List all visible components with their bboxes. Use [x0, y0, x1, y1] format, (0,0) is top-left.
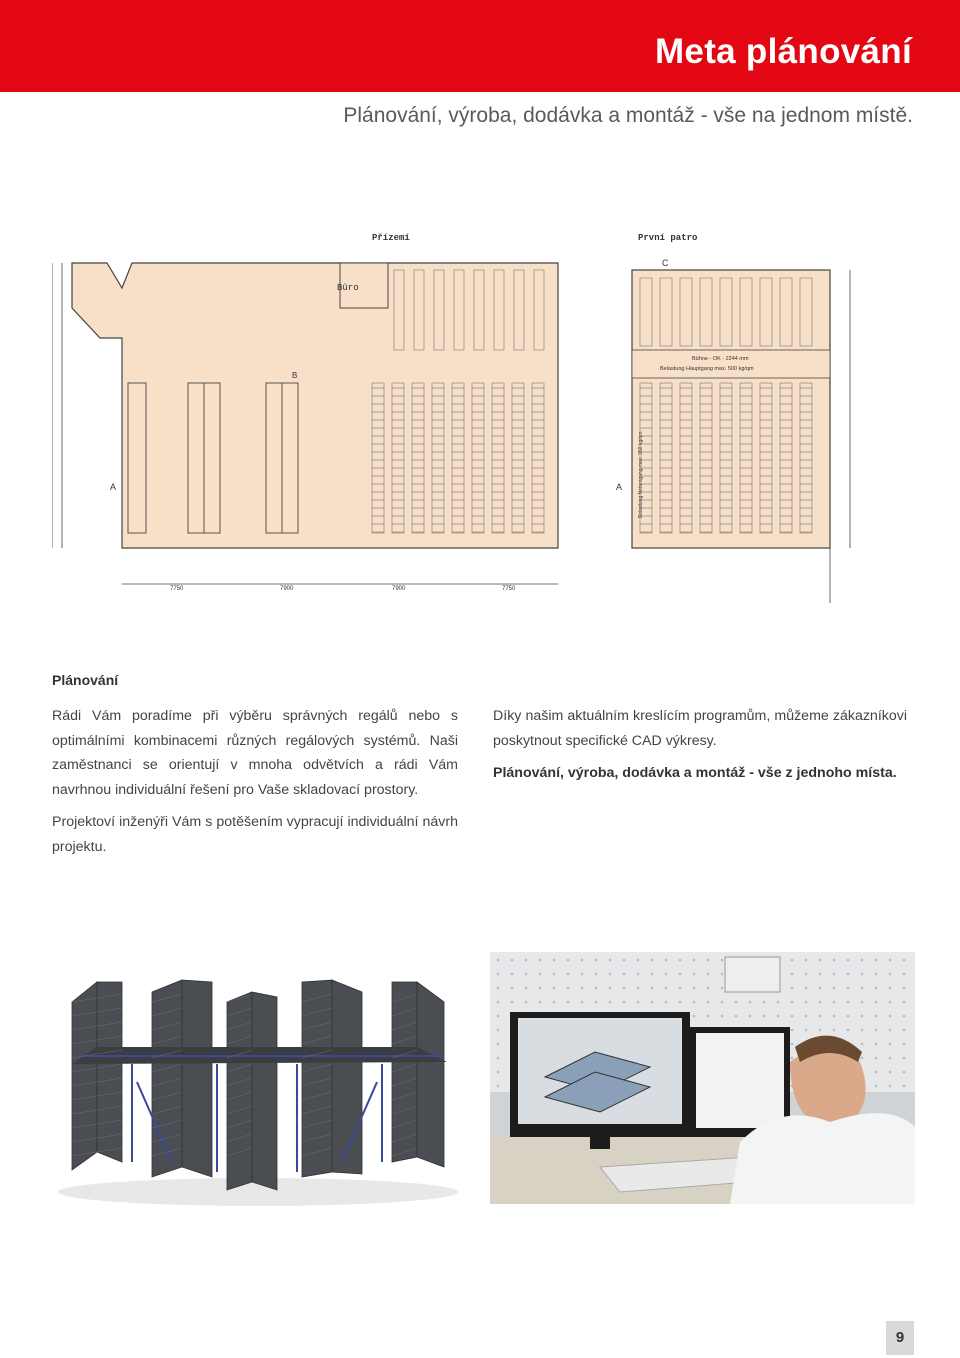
left-column — [52, 704, 458, 867]
platform-label: Bühne - OK - 2244 mm — [692, 356, 749, 362]
dim-3: 7900 — [392, 586, 406, 592]
page-subtitle: Plánování, výroba, dodávka a montáž - vše na jednom místě. — [343, 104, 913, 127]
office-label: Büro — [337, 283, 359, 293]
right-paragraph-1: Díky našim aktuálním kreslícím programům, můžeme zákazníkovi poskytnout specifické CAD výkresy. — [493, 708, 907, 749]
left-paragraph-2: Projektoví inženýři Vám s potěšením vypracují individuální návrh projektu. — [52, 814, 458, 855]
section-b: B — [292, 371, 298, 380]
dim-2: 7900 — [280, 586, 294, 592]
right-paragraph-2: Plánování, výroba, dodávka a montáž - vše z jednoho místa. — [493, 765, 897, 781]
floor-plan-drawing — [52, 218, 908, 610]
dim-1: 7750 — [170, 586, 184, 592]
first-floor-plan — [616, 233, 850, 603]
section-c: C — [662, 258, 669, 268]
section-a-left: A — [110, 482, 117, 492]
dim-4: 7750 — [502, 586, 516, 592]
ground-floor-plan — [52, 233, 558, 592]
page-number: 9 — [886, 1321, 914, 1355]
section-title: Plánování — [52, 672, 119, 688]
page-title: Meta plánování — [654, 32, 912, 71]
rack-3d-rendering — [52, 952, 464, 1207]
first-floor-label: První patro — [638, 233, 698, 243]
right-column — [493, 704, 907, 794]
header-bar — [0, 0, 960, 92]
section-a-right: A — [616, 482, 623, 492]
left-paragraph-1: Rádi Vám poradíme při výběru správných regálů nebo s optimálními kombinacemi různých regálových systémů. Naši zaměstnanci se orientují v mnoha odvětvích a rádi Vám navrhnou individuální řešení pro Vaše skladovací prostory. — [52, 708, 458, 798]
cad-workstation-photo — [490, 952, 915, 1204]
load-label: Belastung Hauptgang max. 500 kg/qm — [660, 366, 754, 372]
ground-floor-label: Přízemí — [372, 233, 410, 243]
load-label-2: Belastung Nebengang max. 350 kg/qm — [638, 431, 644, 518]
